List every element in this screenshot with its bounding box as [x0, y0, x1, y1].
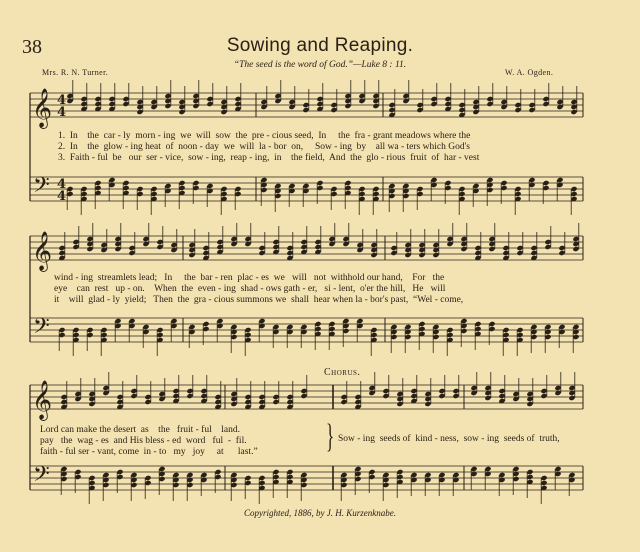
lyric-line: faith - ful ser - vant, come in - to my joy at last.” — [40, 447, 258, 457]
time-signature-digit: 4 — [57, 177, 67, 192]
bass-clef: 𝄢 — [33, 173, 50, 203]
bass-clef: 𝄢 — [33, 314, 50, 344]
treble-clef: 𝄞 — [32, 88, 53, 128]
chorus-lyric: Sow - ing seeds of kind - ness, sow - ing seeds of truth, — [338, 434, 560, 444]
lyric-line: 2. In the glow - ing heat of noon - day we will la - bor on, Sow - ing by all wa - ters which God's — [58, 142, 470, 152]
lyricist-credit: Mrs. R. N. Turner. — [42, 68, 109, 77]
scripture-epigraph: “The seed is the word of God.”—Luke 8 : 11. — [233, 60, 407, 70]
time-signature-digit: 4 — [57, 189, 67, 204]
treble-clef: 𝄞 — [32, 380, 53, 420]
chorus-label: Chorus. — [324, 367, 361, 378]
bass-clef: 𝄢 — [33, 462, 50, 492]
page-number: 38 — [22, 36, 42, 58]
treble-clef: 𝄞 — [32, 231, 53, 271]
lyric-line: it will glad - ly yield; Then the gra - cious summons we shall hear when la - bor's past, “Wel - come, — [54, 295, 464, 305]
copyright-notice: Copyrighted, 1886, by J. H. Kurzenknabe. — [244, 508, 396, 518]
lyric-line: eye can rest up - on. When the even - ing shad - ows gath - er, si - lent, o'er the hill, He will — [54, 284, 446, 294]
time-signature-digit: 4 — [57, 105, 67, 120]
verse-brace: } — [326, 418, 335, 455]
lyric-line: 3. Faith - ful be our ser - vice, sow - ing, reap - ing, in the field, And the glo - rious fruit of har - vest — [58, 153, 480, 163]
lyric-line: pay the wag - es and His bless - ed word ful - fil. — [40, 436, 247, 446]
time-signature-digit: 4 — [57, 93, 67, 108]
lyric-line: wind - ing streamlets lead; In the bar - ren plac - es we will not withhold our hand, For the — [54, 273, 445, 283]
lyric-line: 1. In the car - ly morn - ing we will sow the pre - cious seed, In the fra - grant meadows where the — [58, 131, 471, 141]
composer-credit: W. A. Ogden. — [505, 68, 554, 77]
lyric-line: Lord can make the desert as the fruit - ful land. — [40, 425, 240, 435]
hymn-title: Sowing and Reaping. — [226, 35, 414, 56]
